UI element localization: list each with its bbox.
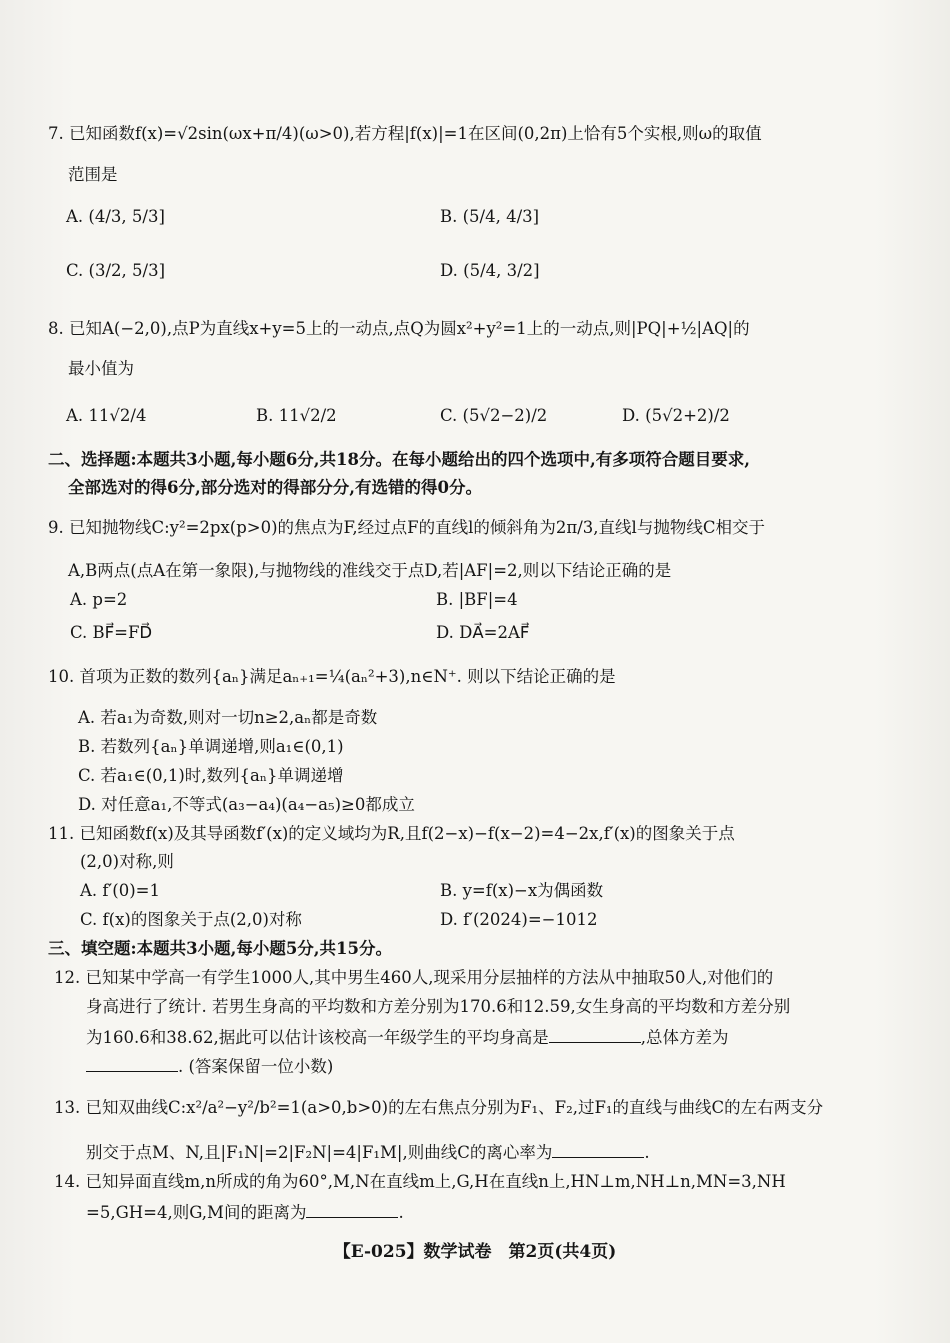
- section2-heading-line2: 全部选对的得6分,部分选对的得部分分,有选错的得0分。: [68, 478, 482, 497]
- q14-line2: [86, 1199, 404, 1225]
- q10-stem: 10. 首项为正数的数列{aₙ}满足aₙ₊₁=¼(aₙ²+3),n∈N⁺. 则以下结论正确的是: [48, 667, 616, 686]
- q11-option-a: A. f′(0)=1: [80, 881, 160, 900]
- q8-option-c: C. (5√2−2)/2: [440, 406, 548, 425]
- q12-line4-text: . (答案保留一位小数): [178, 1057, 334, 1076]
- q14-line2-text: =5,GH=4,则G,M间的距离为: [86, 1203, 307, 1222]
- q7-option-d: D. (5/4, 3/2]: [440, 261, 540, 280]
- q13-line2-tail: .: [644, 1143, 650, 1162]
- q7-stem-line1: 7. 已知函数f(x)=√2sin(ωx+π/4)(ω>0),若方程|f(x)|=1在区间(0,2π)上恰有5个实根,则ω的取值: [48, 124, 762, 143]
- q11-option-b: B. y=f(x)−x为偶函数: [440, 881, 604, 900]
- q9-option-d: D. DA⃗=2AF⃗: [436, 623, 530, 642]
- q7-option-b: B. (5/4, 4/3]: [440, 207, 540, 226]
- q7-stem-line2: 范围是: [68, 165, 118, 184]
- q13-line1: 13. 已知双曲线C:x²/a²−y²/b²=1(a>0,b>0)的左右焦点分别为F₁、F₂,过F₁的直线与曲线C的左右两支分: [54, 1098, 824, 1117]
- q9-option-b: B. |BF|=4: [436, 590, 518, 609]
- q12-line1: 12. 已知某中学高一有学生1000人,其中男生460人,现采用分层抽样的方法从中抽取50人,对他们的: [54, 968, 774, 987]
- q7-option-c: C. (3/2, 5/3]: [66, 261, 165, 280]
- q8-option-d: D. (5√2+2)/2: [622, 406, 730, 425]
- q10-option-d: D. 对任意a₁,不等式(a₃−a₄)(a₄−a₅)≥0都成立: [78, 795, 415, 814]
- q10-option-b: B. 若数列{aₙ}单调递增,则a₁∈(0,1): [78, 737, 344, 756]
- q9-option-c: C. BF⃗=FD⃗: [70, 623, 153, 642]
- q12-answer-blank-1[interactable]: [549, 1024, 641, 1043]
- q8-option-a: A. 11√2/4: [66, 406, 147, 425]
- q14-line1: 14. 已知异面直线m,n所成的角为60°,M,N在直线m上,G,H在直线n上,HN⊥m,NH⊥n,MN=3,NH: [54, 1172, 786, 1191]
- page-footer: 【E-025】数学试卷 第2页(共4页): [333, 1242, 617, 1262]
- q12-line3-tail: ,总体方差为: [640, 1028, 729, 1047]
- q8-stem-line2: 最小值为: [68, 359, 134, 378]
- q14-line2-tail: .: [398, 1203, 404, 1222]
- q9-stem-line2: A,B两点(点A在第一象限),与抛物线的准线交于点D,若|AF|=2,则以下结论正确的是: [68, 561, 672, 580]
- q12-line3: [86, 1024, 728, 1050]
- q13-line2: [86, 1139, 650, 1165]
- q13-line2-text: 别交于点M、N,且|F₁N|=2|F₂N|=4|F₁M|,则曲线C的离心率为: [86, 1143, 553, 1162]
- q8-option-b: B. 11√2/2: [256, 406, 337, 425]
- q13-answer-blank[interactable]: [552, 1139, 644, 1158]
- q11-stem-line2: (2,0)对称,则: [80, 852, 174, 871]
- q12-answer-blank-2[interactable]: [86, 1053, 178, 1072]
- q14-answer-blank[interactable]: [306, 1199, 398, 1218]
- q12-line4: [86, 1053, 333, 1079]
- q10-option-a: A. 若a₁为奇数,则对一切n≥2,aₙ都是奇数: [78, 708, 378, 727]
- q11-stem-line1: 11. 已知函数f(x)及其导函数f′(x)的定义域均为R,且f(2−x)−f(x−2)=4−2x,f′(x)的图象关于点: [48, 824, 735, 843]
- q9-option-a: A. p=2: [70, 590, 128, 609]
- q10-option-c: C. 若a₁∈(0,1)时,数列{aₙ}单调递增: [78, 766, 344, 785]
- q9-stem-line1: 9. 已知抛物线C:y²=2px(p>0)的焦点为F,经过点F的直线l的倾斜角为2π/3,直线l与抛物线C相交于: [48, 518, 765, 537]
- section3-heading: 三、填空题:本题共3小题,每小题5分,共15分。: [48, 939, 393, 958]
- q12-line2: 身高进行了统计. 若男生身高的平均数和方差分别为170.6和12.59,女生身高的平均数和方差分别: [86, 997, 791, 1016]
- q12-line3-text: 为160.6和38.62,据此可以估计该校高一年级学生的平均身高是: [86, 1028, 549, 1047]
- q7-option-a: A. (4/3, 5/3]: [66, 207, 165, 226]
- q8-stem-line1: 8. 已知A(−2,0),点P为直线x+y=5上的一动点,点Q为圆x²+y²=1上的一动点,则|PQ|+½|AQ|的: [48, 319, 750, 338]
- q11-option-d: D. f′(2024)=−1012: [440, 910, 598, 929]
- section2-heading-line1: 二、选择题:本题共3小题,每小题6分,共18分。在每小题给出的四个选项中,有多项符合题目要求,: [48, 450, 750, 469]
- q11-option-c: C. f(x)的图象关于点(2,0)对称: [80, 910, 302, 929]
